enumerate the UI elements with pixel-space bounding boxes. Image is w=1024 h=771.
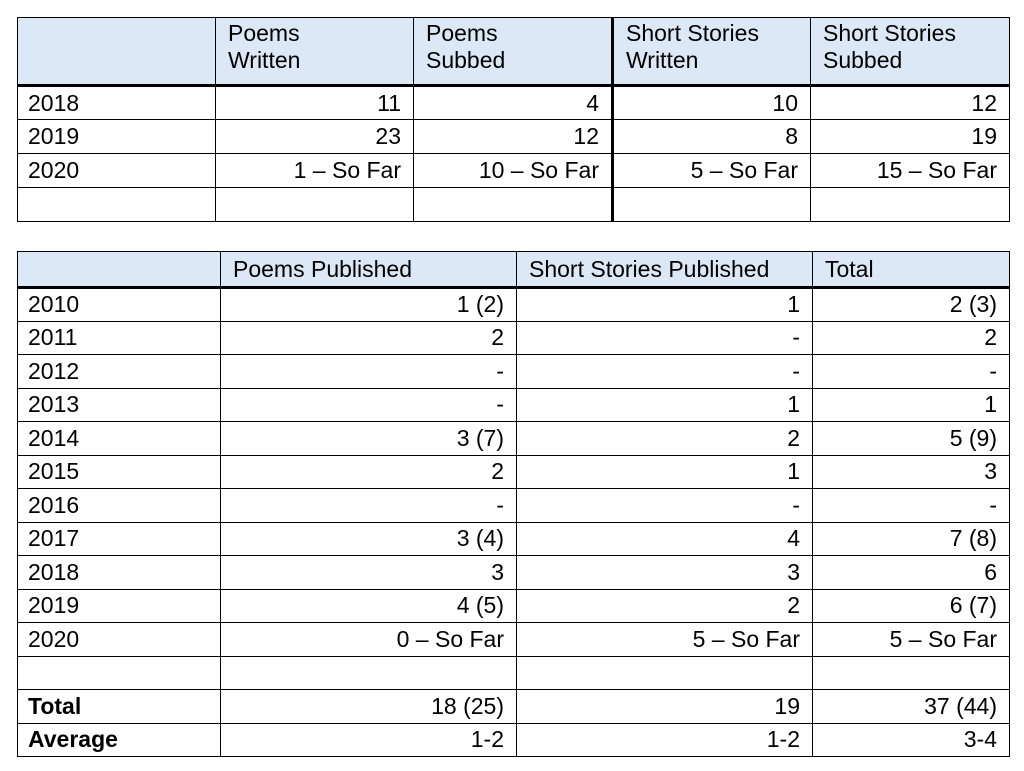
average-label: Average [18,723,221,757]
table-row [18,455,1010,489]
value-cell: - [517,355,813,389]
year-cell: 2010 [18,288,221,322]
year-cell: 2016 [18,489,221,523]
total-label: Total [18,690,221,724]
value-cell: 3 [517,556,813,590]
value-cell: 4 (5) [221,589,517,623]
year-cell: 2012 [18,355,221,389]
table-row [18,388,1010,422]
value-cell: 2 [221,455,517,489]
table-row-empty [18,188,1010,222]
value-cell: 1 – So Far [216,154,414,188]
year-cell [18,656,221,690]
value-cell: - [813,355,1010,389]
value-cell: 5 (9) [813,422,1010,456]
year-cell: 2020 [18,154,216,188]
value-cell: 2 [813,321,1010,355]
year-cell: 2017 [18,522,221,556]
value-cell [811,188,1010,222]
value-cell: 8 [613,120,811,154]
header-total: Total [813,252,1010,288]
value-cell: 2 [517,422,813,456]
writing-submissions-table [17,17,1010,222]
value-cell: 6 [813,556,1010,590]
value-cell: 3-4 [813,723,1010,757]
year-cell: 2019 [18,120,216,154]
year-cell: 2018 [18,86,216,120]
value-cell: 3 (7) [221,422,517,456]
table-row [18,120,1010,154]
header-poems-published: Poems Published [221,252,517,288]
year-cell: 2019 [18,589,221,623]
header-short-stories-subbed: Short Stories Subbed [811,18,1010,86]
header-poems-subbed: Poems Subbed [414,18,613,86]
header-cell-empty [18,252,221,288]
table-row [18,288,1010,322]
year-cell: 2011 [18,321,221,355]
value-cell: 3 (4) [221,522,517,556]
table-row-empty [18,656,1010,690]
year-cell: 2013 [18,388,221,422]
table-header-row [18,252,1010,288]
value-cell: 5 – So Far [613,154,811,188]
value-cell: 10 – So Far [414,154,613,188]
value-cell: 3 [221,556,517,590]
table-header-row [18,18,1010,86]
value-cell: 37 (44) [813,690,1010,724]
value-cell: 6 (7) [813,589,1010,623]
year-cell: 2020 [18,623,221,657]
header-poems-written: Poems Written [216,18,414,86]
publications-table [17,251,1010,757]
year-cell: 2018 [18,556,221,590]
value-cell: 18 (25) [221,690,517,724]
value-cell: 10 [613,86,811,120]
value-cell: 1 [517,288,813,322]
header-short-stories-written: Short Stories Written [613,18,811,86]
value-cell: 4 [517,522,813,556]
table-row [18,422,1010,456]
value-cell: - [221,489,517,523]
table-row [18,556,1010,590]
table-row [18,355,1010,389]
value-cell: - [221,388,517,422]
value-cell: 3 [813,455,1010,489]
year-cell: 2014 [18,422,221,456]
average-row [18,723,1010,757]
table-row [18,489,1010,523]
year-cell [18,188,216,222]
value-cell: 1-2 [221,723,517,757]
header-cell-empty [18,18,216,86]
value-cell: - [221,355,517,389]
value-cell: 4 [414,86,613,120]
value-cell: 15 – So Far [811,154,1010,188]
value-cell [221,656,517,690]
table-row [18,623,1010,657]
value-cell: 2 [221,321,517,355]
value-cell [216,188,414,222]
value-cell: 19 [811,120,1010,154]
value-cell [613,188,811,222]
value-cell: - [517,489,813,523]
value-cell: 1 (2) [221,288,517,322]
value-cell: - [813,489,1010,523]
value-cell: 2 [517,589,813,623]
value-cell: 12 [414,120,613,154]
table-row [18,154,1010,188]
value-cell: 19 [517,690,813,724]
value-cell: 12 [811,86,1010,120]
value-cell: - [517,321,813,355]
table-row [18,522,1010,556]
value-cell [517,656,813,690]
value-cell: 7 (8) [813,522,1010,556]
value-cell: 2 (3) [813,288,1010,322]
value-cell: 1 [517,455,813,489]
header-short-stories-published: Short Stories Published [517,252,813,288]
value-cell: 0 – So Far [221,623,517,657]
year-cell: 2015 [18,455,221,489]
value-cell: 5 – So Far [813,623,1010,657]
value-cell: 23 [216,120,414,154]
value-cell [813,656,1010,690]
total-row [18,690,1010,724]
value-cell: 5 – So Far [517,623,813,657]
table-row [18,589,1010,623]
table-row [18,86,1010,120]
value-cell: 1-2 [517,723,813,757]
table-row [18,321,1010,355]
value-cell: 1 [517,388,813,422]
value-cell: 1 [813,388,1010,422]
value-cell [414,188,613,222]
value-cell: 11 [216,86,414,120]
